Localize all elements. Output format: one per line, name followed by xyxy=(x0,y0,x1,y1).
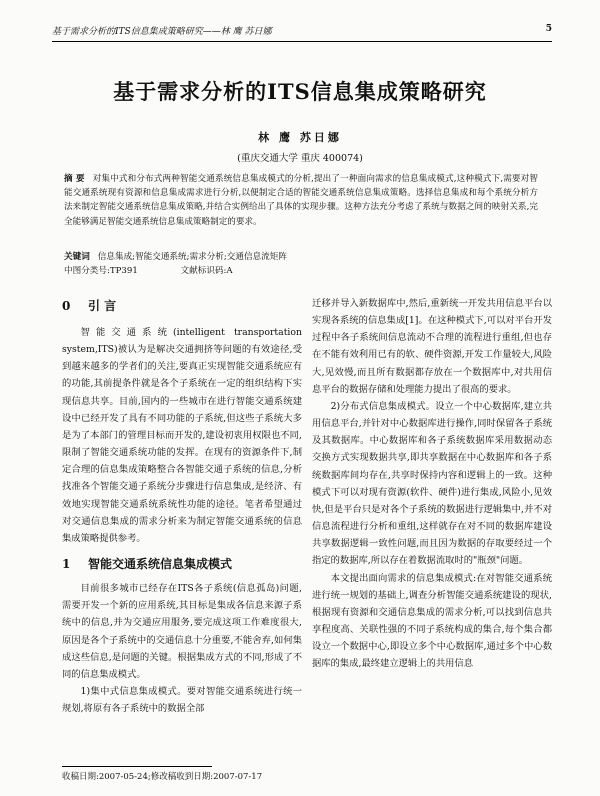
footnote-rule xyxy=(62,766,212,767)
left-column xyxy=(62,295,302,717)
paragraph: 迁移并导入新数据库中,然后,重新统一开发共用信息平台以实现各系统的信息集成[1]。在这种模式下,可以对平台开发过程中各子系统间信息流动不合理的流程进行重组,但也存在不能有效利用已有的软、硬件资源,开发工作量较大,风险大,见效慢,而且所有数据都存放在一个数据库中,对共用信息平台的数据存储和处理能力提出了很高的要求。 xyxy=(312,298,552,395)
paragraph: 目前很多城市已经存在ITS各子系统(信息孤岛)问题,需要开发一个新的应用系统,其目标是集成各信息来源子系统中的信息,并为交通应用服务,要完成这项工作难度很大,原因是各个子系统中的交通信息十分重要,不能舍弃,如何集成这些信息,是问题的关键。根据集成方式的不同,形成了不同的信息集成模式。 xyxy=(62,583,302,680)
section-title: 智能交通系统信息集成模式 xyxy=(88,557,233,572)
abstract-text: 对集中式和分布式两种智能交通系统信息集成模式的分析,提出了一种面向需求的信息集成模式,这种模式下,需要对智能交通系统现有资源和信息集成需求进行分析,以便制定合适的智能交通系统信息集成策略。选择信息集成和每个系统分析方法来制定智能交通系统信息集成策略,并结合实例给出了具体的实现步骤。这种方法充分考虑了系统与数据之间的映射关系,完全能够满足智能交通系统信息集成策略制定的要求。 xyxy=(64,174,538,227)
right-column xyxy=(312,295,552,672)
paper-title: 基于需求分析的ITS信息集成策略研究 xyxy=(113,79,487,104)
document-code: 文献标识码:A xyxy=(180,265,233,276)
classification-line xyxy=(64,265,538,279)
abstract-label: 摘 要 xyxy=(64,174,85,184)
section-title: 引 言 xyxy=(88,299,117,313)
section-number: 1 xyxy=(62,557,71,572)
author-affiliation: (重庆交通大学 重庆 400074) xyxy=(237,153,363,164)
section-heading xyxy=(62,296,302,316)
paper-authors: 林 鹰 苏日娜 xyxy=(258,131,342,144)
keywords-label: 关键词 xyxy=(64,252,90,262)
section-heading xyxy=(62,554,302,574)
header-rule xyxy=(52,41,552,42)
abstract xyxy=(64,172,538,229)
clc-number: 中图分类号:TP391 xyxy=(64,265,138,276)
paragraph: 2)分布式信息集成模式。设立一个中心数据库,建立共用信息平台,并针对中心数据库进行操作,同时保留各子系统及其数据库。中心数据库和各子系统数据库采用数据动态交换方式实现数据共享,即共享数据在中心数据库和各子系统数据库间均存在,共享时保持内容和逻辑上的一致。这种模式下可以对现有资源(软件、硬件)进行集成,风险小,见效快,但是平台只是对各个子系统的数据进行逻辑集中,并不对信息流程进行分析和重组,这样就存在对不同的数据库建设共享数据逻辑一致性问题,而且因为数据的存取要经过一个指定的数据库,所以存在着数据流取时的"瓶颈"问题。 xyxy=(312,400,552,567)
keywords-text: 信息集成;智能交通系统;需求分析;交通信息流矩阵 xyxy=(97,252,287,262)
footnote-received-date: 收稿日期:2007-05-24;修改稿收到日期:2007-07-17 xyxy=(62,772,263,782)
keywords-block xyxy=(64,251,538,278)
page-number: 5 xyxy=(545,24,552,34)
paragraph: 本文提出面向需求的信息集成模式:在对智能交通系统进行统一规划的基础上,调查分析智能交通系统建设的现状,根据现有资源和交通信息集成的需求分析,可以找到信息共享程度高、关联性强的不同子系统构成的集合,每个集合都设立一个数据中心,即设立多个中心数据库,通过多个中心数据库的集成,最终建立逻辑上的共用信息 xyxy=(312,572,552,670)
paragraph: 智能交通系统(intelligent transportation system,ITS)被认为是解决交通拥挤等问题的有效途径,受到越来越多的学者们的关注,要真正实现智能交通系统应有的功能,其前提条件就是各个子系统在一定的组织结构下实现信息共享。目前,国内的一些城市在进行智能交通系统建设中已经开发了具有不同功能的子系统,但这些子系统大多是为了本部门的管理目标而开发的,建设初衷用权限也不同,限制了智能交通系统功能的发挥。在现有的资源条件下,制定合理的信息集成策略整合各智能交通子系统的信息,分析找准各个智能交通子系统分步骤进行信息集成,是经济、有效地实现智能交通系统系统性功能的途径。笔者希望通过对交通信息集成的需求分析来为制定智能交通系统的信息集成策略提供参考。 xyxy=(62,327,302,544)
running-header xyxy=(52,24,552,37)
keywords-line xyxy=(64,251,538,265)
paragraph: 1)集中式信息集成模式。要对智能交通系统进行统一规划,将原有各子系统中的数据全部 xyxy=(62,685,302,715)
section-number: 0 xyxy=(62,299,71,313)
running-title: 基于需求分析的ITS信息集成策略研究——林 鹰 苏日娜 xyxy=(52,27,272,37)
